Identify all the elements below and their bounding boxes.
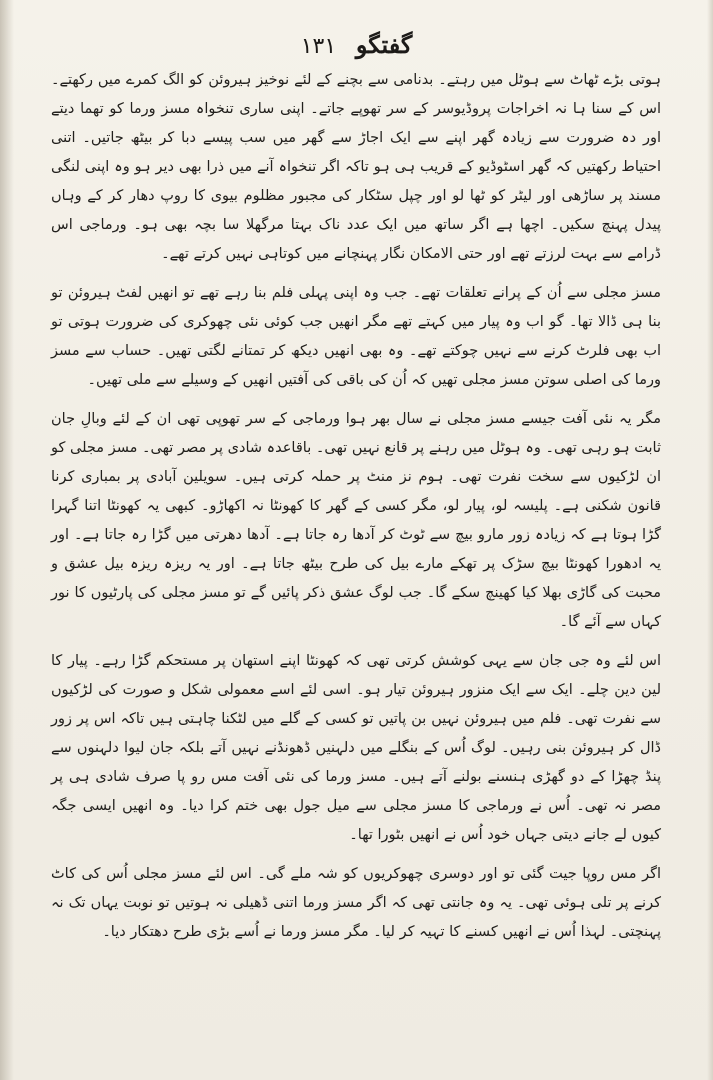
page-edge [707,0,713,1080]
paragraph-5: اگر مس روپا جیت گئی تو اور دوسری چھوکریوں کو شہ ملے گی۔ اس لئے مسز مجلی اُس کی کاٹ کرنے پر تلی ہوئی تھی۔ یہ وہ جانتی تھی کہ اگر مسز ورما اتنی ڈھیلی نہ ہوتیں تو نوبت یہاں تک نہ پہنچتی۔ لہذا اُس نے انھیں کسنے کا تہیہ کر لیا۔ مگر مسز ورما نے اُسے بڑی طرح دھتکار دیا۔ [51,866,661,940]
body-text [51,66,661,957]
running-header [0,30,713,59]
paragraph-4: اس لئے وہ جی جان سے یہی کوشش کرتی تھی کہ کھونٹا اپنے استھان پر مستحکم گڑا رہے۔ پیار کا لین دین چلے۔ ایک سے ایک منزور ہیروئن تیار ہو۔ اسی لئے اسے معمولی شکل و صورت کی لڑکیوں سے نفرت تھی۔ فلم میں ہیروئن نہیں بن پاتیں تو کسی کے گلے میں لٹکنا چاہتی ہیں تاکہ اس پر زور ڈال کر ہیروئن بنی رہیں۔ لوگ اُس کے بنگلے میں دلہنیں ڈھونڈنے نہیں آتے بلکہ جان لیوا دلہنوں سے پنڈ چھڑا کے دو گھڑی ہنسنے بولنے آتے ہیں۔ مسز ورما کی نئی آفت مس رو پا صرف شادی ہی پر مصر نہ تھی۔ اُس نے ورماجی کا مسز مجلی سے میل جول بھی ختم کرا دیا۔ وہ انھیں ایسی جگہ کیوں لے جانے دیتی جہاں خود اُس نے انھیں بٹورا تھا۔ [51,653,661,843]
paragraph-1: ہوتی بڑے ٹھاٹ سے ہوٹل میں رہتے۔ بدنامی سے بچنے کے لئے نوخیز ہیروئن کو الگ کمرے میں رکھتے۔ اس کے سنا ہا نہ اخراجات پروڈیوسر کے سر تھوپے جاتے۔ اپنی ساری تنخواہ مسز ورما کو تھما دیتے اور دہ ضرورت سے زیادہ گھر اپنے سے ایک اجاڑ سے گھر میں سب پیسے دبا کر بیٹھ جاتیں۔ اتنی احتیاط رکھتیں کہ گھر اسٹوڈیو کے قریب ہی ہو تاکہ اگر تنخواہ آنے میں ذرا بھی دیر ہو وہ اپنی لنگی مسند پر ساڑھی اور لیٹر کو ٹھا لو اور چپل سٹکار کی مجبور مظلوم بیوی کا روپ دھار کر کے وہاں پیدل پہنچ سکیں۔ اچھا ہے اگر ساتھ میں ایک عدد ناک بہتا مرگھلا سا بچہ بھی ہو۔ ورماجی اس ڈرامے سے بہت لرزتے تھے اور حتی الامکان نگار پہنچانے میں کوتاہی نہیں کرتے تھے۔ [51,72,661,262]
paragraph-2: مسز مجلی سے اُن کے پرانے تعلقات تھے۔ جب وہ اپنی پہلی فلم بنا رہے تھے تو انھیں لفٹ ہیروئن تو بنا ہی ڈالا تھا۔ گو اب وہ پیار میں کہتے تھے مگر انھیں جب کوئی نئی چھوکری کی ضرورت ہوتی تو اب بھی فلرٹ کرنے سے نہیں چوکتے تھے۔ وہ بھی انھیں دیکھ کر تمتانے لگتی تھیں۔ حساب سے مسز ورما کی اصلی سوتن مسز مجلی تھیں کہ اُن کی باقی کی آفتیں انھیں کے وسیلے سے ملی تھیں۔ [51,285,661,388]
running-title: گفتگو [355,30,413,59]
binding-shadow [0,0,14,1080]
paragraph-3: مگر یہ نئی آفت جیسے مسز مجلی نے سال بھر ہوا ورماجی کے سر تھوپی تھی ان کے لئے وبالِ جان ثابت ہو رہی تھی۔ وہ ہوٹل میں رہنے پر قانع نہیں تھی۔ باقاعدہ شادی پر مصر تھی۔ مسز مجلی کو ان لڑکیوں سے سخت نفرت تھی۔ ہوم نز منٹ پر حملہ کرتی ہیں۔ سویلین آبادی پر بمباری کرنا قانون شکنی ہے۔ پلیسہ لو، پیار لو، مگر کسی کے گھر کا کھونٹا نہ اکھاڑو۔ کبھی یہ کھونٹا اتنا گہرا گڑا ہوتا ہے کہ زیادہ زور مارو بیچ سے ٹوٹ کر آدھا رہ جاتا ہے۔ آدھا دھرتی میں گڑا رہ جاتا ہے۔ اور یہ ادھورا کھونٹا بیچ سڑک پر تھکے مارے بیل کی طرح بیٹھ جاتا ہے۔ اور یہ ریزہ ریزہ بیل عشق و محبت کی گاڑی بھلا کیا کھینچ سکے گا۔ جب لوگ عشق ذکر پائیں گے تو مسز مجلی کی پارٹیوں کا نور کہاں سے آئے گا۔ [51,411,661,630]
page-number: ۱۳۱ [300,34,337,59]
